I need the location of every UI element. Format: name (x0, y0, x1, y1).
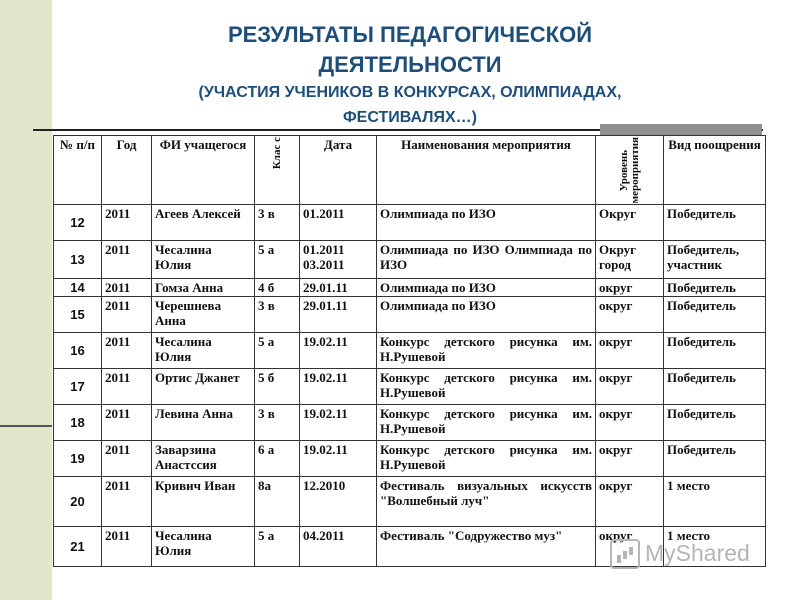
cell-class: 3 в (255, 405, 300, 441)
cell-event: Олимпиада по ИЗО Олимпиада по ИЗО (377, 241, 596, 279)
cell-num: 16 (54, 333, 102, 369)
cell-year: 2011 (102, 297, 152, 333)
cell-date: 29.01.11 (300, 297, 377, 333)
cell-name: Черешнева Анна (152, 297, 255, 333)
cell-year: 2011 (102, 205, 152, 241)
cell-level: округ (596, 369, 664, 405)
left-divider (0, 425, 52, 427)
cell-level: округ (596, 297, 664, 333)
table-row (54, 441, 766, 477)
table-row (54, 241, 766, 279)
header-name: ФИ учащегося (152, 136, 255, 205)
cell-level: округ (596, 333, 664, 369)
cell-award: Победитель, участник (664, 241, 766, 279)
table-row (54, 205, 766, 241)
cell-class: 5 а (255, 333, 300, 369)
cell-award: 1 место (664, 477, 766, 527)
cell-num: 13 (54, 241, 102, 279)
watermark (610, 537, 770, 571)
cell-name: Чесалина Юлия (152, 333, 255, 369)
cell-level: округ (596, 477, 664, 527)
table-row (54, 297, 766, 333)
cell-date: 19.02.11 (300, 441, 377, 477)
cell-name: Чесалина Юлия (152, 527, 255, 567)
cell-num: 17 (54, 369, 102, 405)
cell-event: Олимпиада по ИЗО (377, 297, 596, 333)
cell-event: Конкурс детского рисунка им. Н.Рушевой (377, 405, 596, 441)
cell-date: 19.02.11 (300, 369, 377, 405)
page-title-line1: РЕЗУЛЬТАТЫ ПЕДАГОГИЧЕСКОЙ (227, 22, 593, 47)
cell-event: Фестиваль "Содружество муз" (377, 527, 596, 567)
cell-date: 29.01.11 (300, 279, 377, 297)
cell-name: Чесалина Юлия (152, 241, 255, 279)
cell-award: Победитель (664, 405, 766, 441)
cell-award: Победитель (664, 297, 766, 333)
cell-class: 3 в (255, 297, 300, 333)
watermark-text: MyShared (645, 540, 750, 566)
page-title-line2: ДЕЯТЕЛЬНОСТИ (318, 52, 502, 77)
bar-chart-icon (610, 539, 640, 569)
header-event: Наименования мероприятия (377, 136, 596, 205)
cell-class: 5 а (255, 527, 300, 567)
cell-name: Ортис Джанет (152, 369, 255, 405)
cell-class: 5 а (255, 241, 300, 279)
cell-name: Кривич Иван (152, 477, 255, 527)
cell-class: 5 б (255, 369, 300, 405)
cell-award: Победитель (664, 279, 766, 297)
cell-year: 2011 (102, 405, 152, 441)
header-class (255, 136, 300, 205)
cell-event: Конкурс детского рисунка им. Н.Рушевой (377, 333, 596, 369)
cell-year: 2011 (102, 241, 152, 279)
cell-class: 3 в (255, 205, 300, 241)
table-row (54, 369, 766, 405)
left-decor-bar (0, 0, 52, 600)
cell-event: Олимпиада по ИЗО (377, 205, 596, 241)
cell-num: 20 (54, 477, 102, 527)
cell-event: Конкурс детского рисунка им. Н.Рушевой (377, 369, 596, 405)
table-row (54, 279, 766, 297)
cell-level: округ (596, 441, 664, 477)
cell-class: 8а (255, 477, 300, 527)
cell-event: Олимпиада по ИЗО (377, 279, 596, 297)
cell-year: 2011 (102, 333, 152, 369)
cell-event: Конкурс детского рисунка им. Н.Рушевой (377, 441, 596, 477)
cell-num: 19 (54, 441, 102, 477)
cell-date: 19.02.11 (300, 405, 377, 441)
cell-num: 21 (54, 527, 102, 567)
cell-year: 2011 (102, 527, 152, 567)
cell-num: 18 (54, 405, 102, 441)
cell-name: Левина Анна (152, 405, 255, 441)
header-num: № п/п (54, 136, 102, 205)
header-level-label: Уровень мероприятия (617, 136, 641, 204)
cell-date: 19.02.11 (300, 333, 377, 369)
table-row (54, 333, 766, 369)
cell-date: 04.2011 (300, 527, 377, 567)
header-level (596, 136, 664, 205)
table-body (54, 205, 766, 567)
cell-date: 12.2010 (300, 477, 377, 527)
table-row (54, 405, 766, 441)
results-table (53, 135, 766, 567)
cell-year: 2011 (102, 369, 152, 405)
cell-name: Агеев Алексей (152, 205, 255, 241)
header-class-label: Клас с (270, 137, 283, 170)
page-subtitle-line1: (УЧАСТИЯ УЧЕНИКОВ В КОНКУРСАХ, ОЛИМПИАДАХ, (198, 84, 622, 101)
cell-award: Победитель (664, 369, 766, 405)
cell-level: Округ (596, 205, 664, 241)
table-row (54, 477, 766, 527)
cell-award: Победитель (664, 205, 766, 241)
cell-level: округ (596, 279, 664, 297)
cell-award: Победитель (664, 441, 766, 477)
cell-num: 14 (54, 279, 102, 297)
page-subtitle-line2: ФЕСТИВАЛЯХ…) (343, 109, 477, 126)
cell-year: 2011 (102, 279, 152, 297)
cell-class: 6 а (255, 441, 300, 477)
header-date: Дата (300, 136, 377, 205)
cell-year: 2011 (102, 441, 152, 477)
cell-award: Победитель (664, 333, 766, 369)
header-year: Год (102, 136, 152, 205)
cell-name: Заварзина Анастссия (152, 441, 255, 477)
cell-event: Фестиваль визуальных искусств "Волшебный луч" (377, 477, 596, 527)
header-award: Вид поощрения (664, 136, 766, 205)
cell-level: Округ город (596, 241, 664, 279)
cell-level: округ (596, 405, 664, 441)
cell-class: 4 б (255, 279, 300, 297)
cell-year: 2011 (102, 477, 152, 527)
table-header-row (54, 136, 766, 205)
cell-num: 15 (54, 297, 102, 333)
cell-level: округ (596, 527, 664, 567)
cell-award: 1 место (664, 527, 766, 567)
cell-date: 01.2011 03.2011 (300, 241, 377, 279)
cell-num: 12 (54, 205, 102, 241)
cell-date: 01.2011 (300, 205, 377, 241)
cell-name: Гомза Анна (152, 279, 255, 297)
